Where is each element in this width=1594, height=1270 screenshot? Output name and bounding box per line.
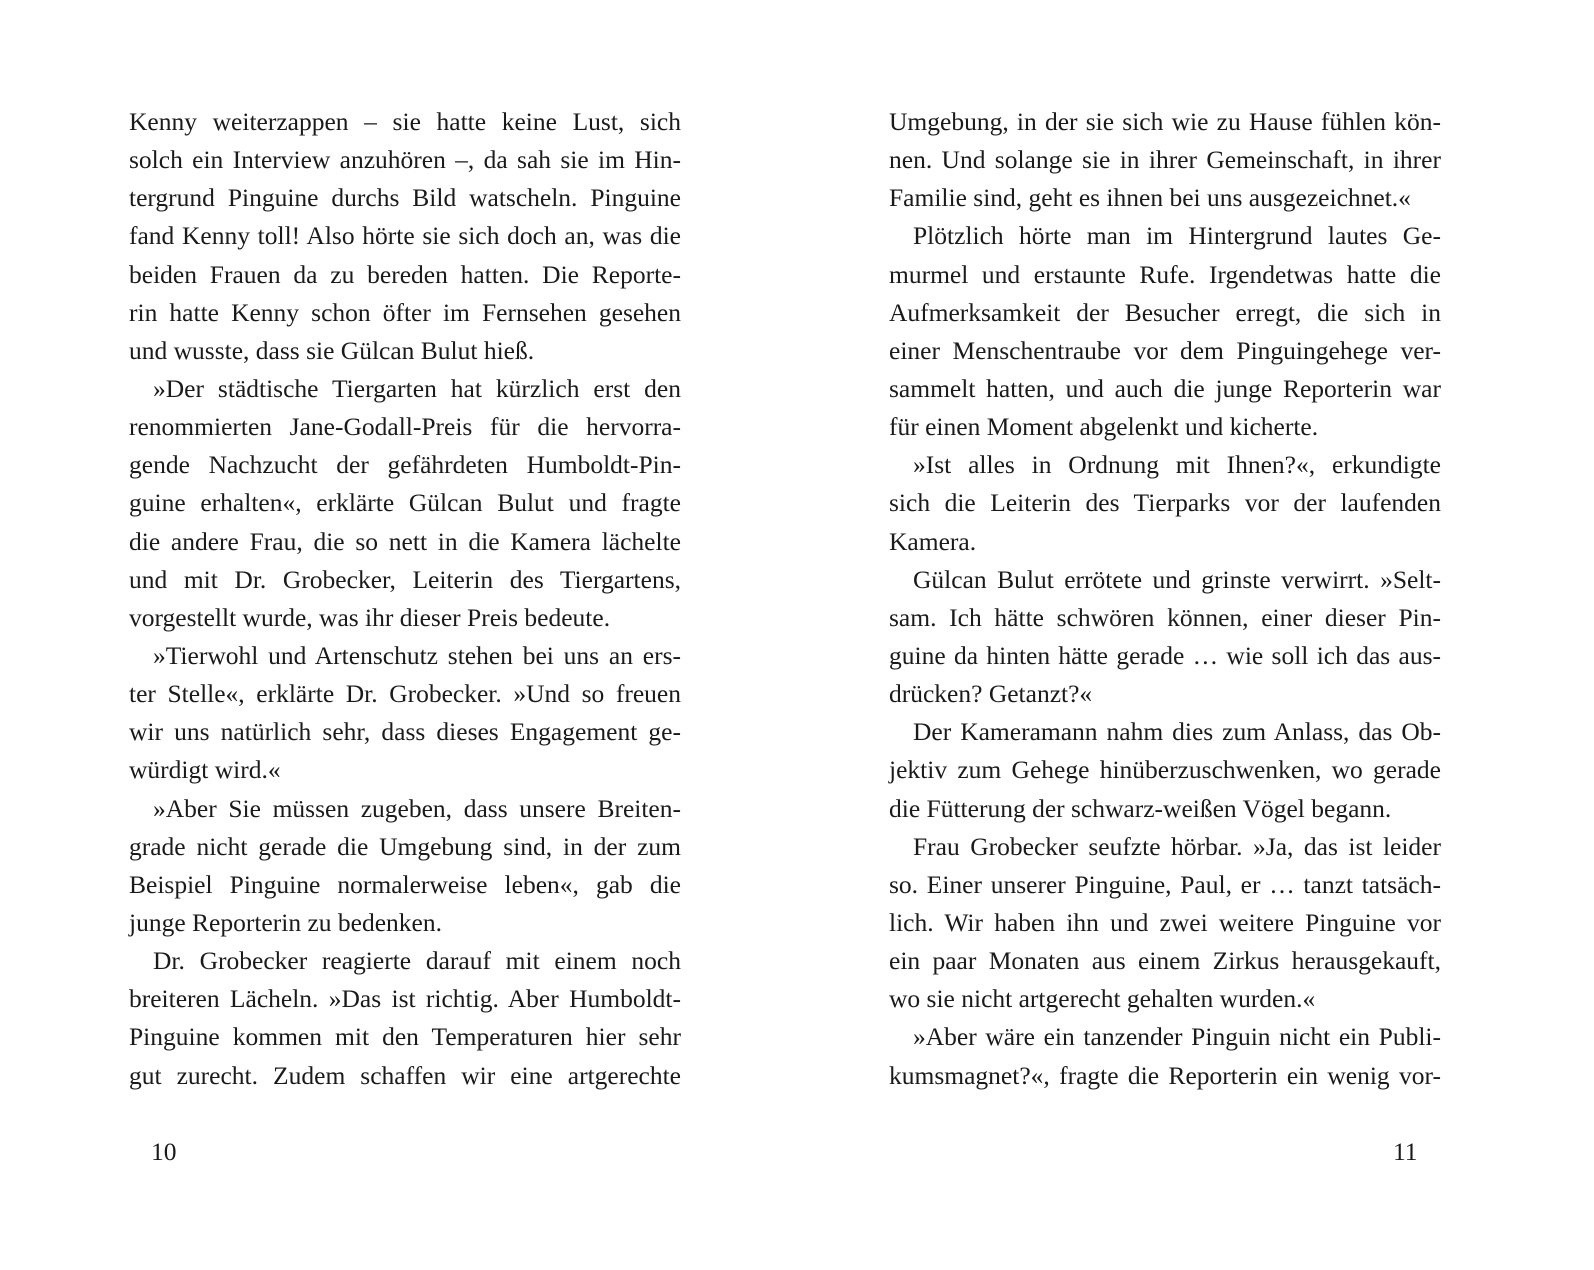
text-line: Familie sind, geht es ihnen bei uns ausgezeichnet.« (889, 183, 1411, 213)
text-line: grade nicht gerade die Umgebung sind, in der zum (129, 831, 681, 861)
text-line: sich die Leiterin des Tierparks vor der laufenden (889, 488, 1441, 518)
text-line: breiteren Lächeln. »Das ist richtig. Aber Humboldt- (129, 984, 681, 1014)
text-line: Dr. Grobecker reagierte darauf mit einem noch (153, 946, 681, 976)
text-line: Kenny weiterzappen – sie hatte keine Lust, sich (129, 107, 681, 136)
text-line: wo sie nicht artgerecht gehalten wurden.« (889, 984, 1316, 1014)
text-line: murmel und erstaunte Rufe. Irgendetwas hatte die (889, 259, 1441, 289)
text-line: so. Einer unserer Pinguine, Paul, er … tanzt tatsäch- (889, 869, 1441, 899)
text-line: drücken? Getanzt?« (889, 679, 1093, 709)
text-line: junge Reporterin zu bedenken. (129, 907, 442, 937)
text-line: tergrund Pinguine durchs Bild watscheln. Pinguine (129, 183, 681, 213)
text-line: »Der städtische Tiergarten hat kürzlich erst den (153, 373, 681, 403)
page-number-right: 11 (1393, 1137, 1418, 1166)
text-line: einer Menschentraube vor dem Pinguingehege ver- (889, 335, 1441, 365)
text-line: Plötzlich hörte man im Hintergrund lautes Ge- (913, 221, 1441, 251)
text-line: und mit Dr. Grobecker, Leiterin des Tiergartens, (129, 564, 681, 594)
page-number-left: 10 (151, 1137, 177, 1166)
text-line: wir uns natürlich sehr, dass dieses Engagement ge- (129, 717, 681, 747)
text-line: Beispiel Pinguine normalerweise leben«, gab die (129, 869, 681, 899)
text-line: kumsmagnet?«, fragte die Reporterin ein wenig vor- (889, 1060, 1441, 1090)
text-line: gende Nachzucht der gefährdeten Humboldt-Pin- (129, 450, 681, 480)
text-line: jektiv zum Gehege hinüberzuschwenken, wo gerade (889, 755, 1441, 785)
text-line: sammelt hatten, und auch die junge Reporterin war (889, 373, 1441, 403)
left-page (129, 103, 681, 1095)
text-line: und wusste, dass sie Gülcan Bulut hieß. (129, 335, 535, 365)
text-line: die andere Frau, die so nett in die Kamera lächelte (129, 526, 681, 556)
text-line: renommierten Jane-Godall-Preis für die hervorra- (129, 412, 681, 442)
text-line: Aufmerksamkeit der Besucher erregt, die sich in (889, 297, 1441, 327)
right-page (889, 103, 1441, 1095)
text-line: beiden Frauen da zu bereden hatten. Die Reporte- (129, 259, 681, 289)
text-line: Umgebung, in der sie sich wie zu Hause fühlen kön- (889, 107, 1441, 136)
text-line: vorgestellt wurde, was ihr dieser Preis bedeute. (129, 602, 611, 632)
text-line: Frau Grobecker seufzte hörbar. »Ja, das ist leider (913, 831, 1441, 861)
text-line: »Aber wäre ein tanzender Pinguin nicht ein Publi- (913, 1022, 1441, 1052)
text-line: die Fütterung der schwarz-weißen Vögel begann. (889, 793, 1392, 823)
text-line: »Tierwohl und Artenschutz stehen bei uns an ers- (153, 640, 681, 670)
text-line: für einen Moment abgelenkt und kicherte. (889, 412, 1319, 442)
text-line: nen. Und solange sie in ihrer Gemeinschaft, in ihrer (889, 145, 1441, 175)
text-line: Der Kameramann nahm dies zum Anlass, das Ob- (913, 717, 1441, 747)
text-line: ein paar Monaten aus einem Zirkus herausgekauft, (889, 946, 1441, 976)
text-line: rin hatte Kenny schon öfter im Fernsehen gesehen (129, 297, 681, 327)
text-line: würdigt wird.« (129, 755, 281, 785)
text-line: gut zurecht. Zudem schaffen wir eine artgerechte (129, 1060, 681, 1090)
text-line: Kamera. (889, 526, 977, 556)
text-line: lich. Wir haben ihn und zwei weitere Pinguine vor (889, 907, 1441, 937)
text-line: solch ein Interview anzuhören –, da sah sie im Hin- (129, 145, 681, 175)
text-line: sam. Ich hätte schwören können, einer dieser Pin- (889, 602, 1441, 632)
text-line: guine erhalten«, erklärte Gülcan Bulut und fragte (129, 488, 681, 518)
text-line: ter Stelle«, erklärte Dr. Grobecker. »Und so freuen (129, 679, 681, 709)
text-line: guine da hinten hätte gerade … wie soll ich das aus- (889, 640, 1441, 670)
text-line: »Aber Sie müssen zugeben, dass unsere Breiten- (153, 793, 681, 823)
text-line: »Ist alles in Ordnung mit Ihnen?«, erkundigte (913, 450, 1441, 480)
text-line: Gülcan Bulut errötete und grinste verwirrt. »Selt- (913, 564, 1441, 594)
text-line: fand Kenny toll! Also hörte sie sich doch an, was die (129, 221, 681, 251)
text-line: Pinguine kommen mit den Temperaturen hier sehr (129, 1022, 681, 1052)
